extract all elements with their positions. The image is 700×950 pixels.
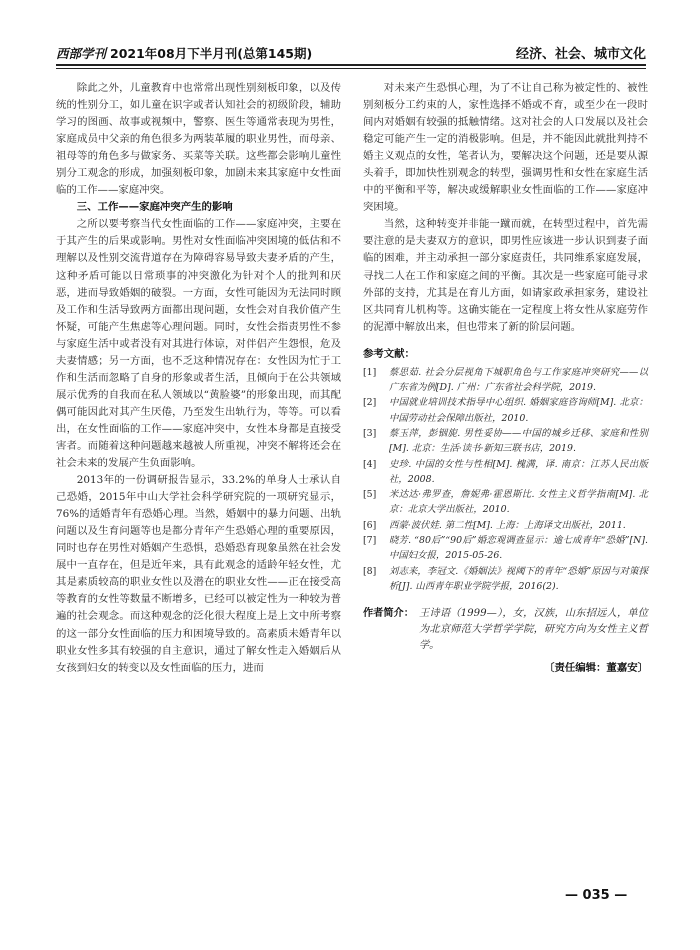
responsible-editor: 〔责任编辑：董嘉安〕 (544, 662, 648, 675)
page-number: — 035 — (565, 888, 628, 903)
author-bio-label: 作者简介： (363, 608, 414, 620)
reference-number: [7] (363, 535, 377, 547)
reference-text: 西蒙·波伏娃. 第二性[M]. 上海：上海译文出版社，2011. (389, 519, 626, 531)
body-paragraph: 2013年的一份调研报告显示，33.2%的单身人士承认自己恐婚，2015年中山大学社会科学研究院的一项研究显示，76%的适婚青年有恐婚心理。当然，婚姻中的暴力问题、出轨问题以及生育问题等也是都分青年产生恐婚心理的重要原因，同时也存在男性对婚姻产生恐惧，恐婚恐育现象虽然在社会发展中一直存在，但是近年来，具有此观念的适龄年轻女性，尤其是素质较高的职业女性以及潜在的职业女性——正在接受高等教育的女性等数量不断增多，已经可以被定性为一种较为普遍的社会观念。而这种观念的泛化很大程度上是上文中所考察的这一部分女性面临的压力和困境导致的。高素质未婚青年以职业女性多其有较强的自主意识，通过了解女性走入婚姻后从女孩到妇女的转变以及女性面临的压力，进而 (56, 474, 341, 674)
reference-text: 中国就业培训技术指导中心组织. 婚姻家庭咨询师[M]. 北京：中国劳动社会保障出版社，2010. (389, 397, 648, 424)
reference-number: [5] (363, 489, 377, 501)
reference-number: [2] (363, 397, 377, 409)
reference-text: 晓芳. “80后”“90后”婚恋观调查显示：逾七成青年“恐婚”[N]. 中国妇女报，2015-05-26. (389, 535, 648, 562)
reference-number: [1] (363, 366, 377, 378)
reference-text: 蔡玉萍，彭铟旎. 男性妥协——中国的城乡迁移、家庭和性别[M]. 北京：生活·读书·新知三联书店，2019. (389, 427, 648, 455)
reference-list (363, 365, 648, 594)
reference-text: 蔡思茹. 社会分层视角下城职角色与工作家庭冲突研究——以广东省为例[D]. 广州：广东省社会科学院，2019. (389, 366, 648, 394)
reference-item (363, 365, 648, 396)
reference-item (363, 395, 648, 426)
reference-number: [3] (363, 427, 377, 439)
reference-number: [4] (363, 458, 377, 470)
issue-info: 2021年08月下半月刊(总第145期) (110, 46, 313, 61)
reference-item (363, 487, 648, 518)
section-heading: 三、工作——家庭冲突产生的影响 (76, 201, 233, 214)
reference-number: [6] (363, 519, 377, 531)
body-paragraph: 除此之外，儿童教育中也常常出现性别刻板印象，以及传统的性别分工，如儿童在识字或者认知社会的初级阶段，辅助学习的图画、故事或视频中，警察、医生等通常表现为男性，家庭成员中父亲的角色很多为两装革履的职业男性，而母亲、祖母等的角色多与做家务、买菜等关联。这些都会影响儿童性别分工观念的形成，加强刻板印象，加剧未来其家庭中女性面临的工作——家庭冲突。 (56, 82, 341, 197)
journal-logo: 西部学刊 (56, 46, 107, 61)
header-rule-thin (56, 68, 646, 69)
body-paragraph: 对未来产生恐惧心理，为了不让自己称为被定性的、被性别刻板分工约束的人，家性选择不婚或不育，或至少在一段时间内对婚姻有较强的抵触情绪。这对社会的人口发展以及社会稳定可能产生一定的消极影响。但是，并不能因此就批判持不婚主义观点的女性，笔者认为，要解决这个问题，还是要从源头着手，即加快性别观念的转型，强调男性和女性在家庭生活中的平衡和平等，解决或缓解职业女性面临的工作——家庭冲突困境。 (363, 82, 648, 214)
reference-number: [8] (363, 565, 377, 577)
reference-item (363, 533, 648, 564)
reference-text: 米达达·弗罗查，詹妮弗·霍恩斯比. 女性主义哲学指南[M]. 北京：北京大学出版社，2010. (389, 489, 648, 516)
section-title: 经济、社会、城市文化 (515, 47, 646, 62)
reference-text: 史珍. 中国的女性与性相[M]. 槐满，译. 南京：江苏人民出版社，2008. (389, 458, 648, 485)
header-rule-thick (56, 64, 646, 66)
right-column (363, 80, 648, 677)
reference-item (363, 457, 648, 488)
reference-item (363, 518, 648, 533)
author-bio (363, 606, 648, 654)
reference-item (363, 564, 648, 595)
body-paragraph: 之所以要考察当代女性面临的工作——家庭冲突，主要在于其产生的后果或影响。男性对女性面临冲突困境的低估和不理解以及性别交流背道存在为障碍容易导致夫妻矛盾的产生，这种矛盾可能以日常琐事的冲突激化为针对个人的批判和厌恶，进而导致婚姻的破裂。一方面，女性可能因为无法同时顾及工作和生活导致两方面都出现问题，女性会对自我价值产生怀疑，可能产生焦虑等心理问题。同时，女性会指责男性不参与家庭生活中或者没有对其进行体谅，对伴侣产生怨恨，危及夫妻情感；另一方面，也不乏这种情况存在：女性因为忙于工作和生活而忽略了自身的形象或者生活，且倾向于在公共领域展示优秀的自我而在私人领域以“黄脸婆”的形象出现，而其配偶可能因此对其产生厌倦，乃至发生出轨行为，等等。可以看出，在女性面临的工作——家庭冲突中，女性本身都是直接受害者。而随着这种问题越来越被人所重视，冲突不解将还会在社会未来的发展产生负面影响。 (56, 218, 341, 470)
left-column (56, 80, 341, 880)
journal-issue-line (56, 44, 312, 62)
references-title: 参考文献： (363, 347, 415, 360)
author-bio-text: 王诗语（1999—），女，汉族，山东招远人，单位为北京师范大学哲学学院，研究方向为女性主义哲学。 (419, 608, 648, 652)
body-paragraph: 当然，这种转变并非能一蹴而就，在转型过程中，首先需要注意的是夫妻双方的意识，即男性应该进一步认识到妻子面临的困难，并主动承担一部分家庭责任，共同维系家庭发展，寻找二人在工作和家庭之间的平衡。其次是一些家庭可能寻求外部的支持，尤其是在育儿方面，如请家政承担家务，建设社区共同育儿机构等。这确实能在一定程度上将女性从家庭劳作的泥潭中解放出来，但也带来了新的阶层问题。 (363, 218, 648, 333)
reference-text: 刘志来，李冠文.《婚姻法》视阈下的青年“恐婚”原因与对策探析[J]. 山西青年职业学院学报，2016(2). (389, 565, 648, 592)
page-header (56, 40, 646, 62)
reference-item (363, 426, 648, 457)
